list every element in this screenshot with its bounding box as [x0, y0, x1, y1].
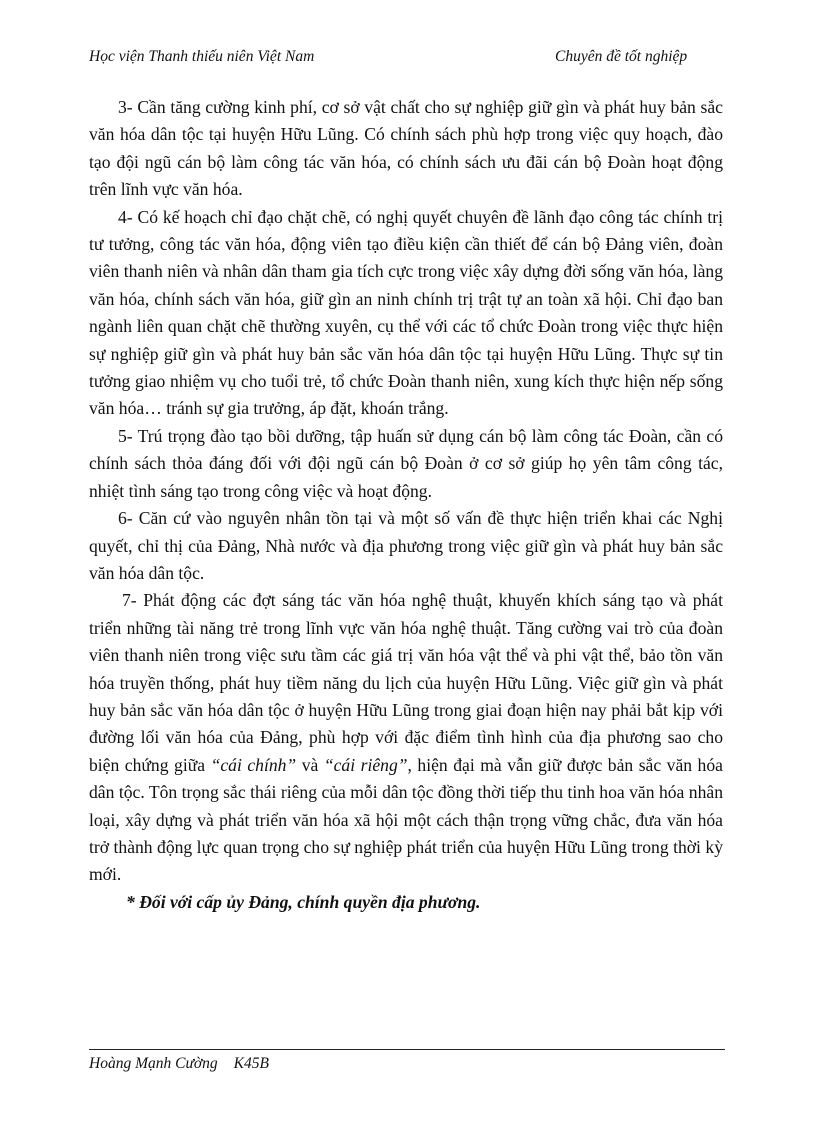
- quote-cai-chinh: “cái chính”: [210, 754, 297, 775]
- document-body: [89, 94, 723, 916]
- footer-class: K45B: [233, 1055, 269, 1072]
- footer-author: Hoàng Mạnh Cường: [89, 1055, 218, 1072]
- paragraph-3: 3- Cần tăng cường kinh phí, cơ sở vật chất cho sự nghiệp giữ gìn và phát huy bản sắc văn hóa dân tộc tại huyện Hữu Lũng. Có chính sách phù hợp trong việc quy hoạch, đào tạo đội ngũ cán bộ làm công tác văn hóa, có chính sách ưu đãi cán bộ Đoàn hoạt động trên lĩnh vực văn hóa.: [89, 97, 723, 200]
- paragraph-7-part-a: 7- Phát động các đợt sáng tác văn hóa nghệ thuật, khuyến khích sáng tạo và phát triển những tài năng trẻ trong lĩnh vực văn hóa nghệ thuật. Tăng cường vai trò của đoàn viên thanh niên trong việc sưu tầm các giá trị văn hóa vật thể và phi vật thể, bảo tồn văn hóa truyền thống, phát huy tiềm năng du lịch của huyện Hữu Lũng. Việc giữ gìn và phát huy bản sắc văn hóa dân tộc ở huyện Hữu Lũng trong giai đoạn hiện nay phải bắt kịp với đường lối văn hóa của Đảng, phù hợp với đặc điểm tình hình của địa phương sao cho biện chứng giữa: [89, 590, 723, 775]
- paragraph-7-part-b: và: [296, 754, 324, 775]
- quote-cai-rieng: “cái riêng”: [323, 754, 408, 775]
- page-footer: [89, 1055, 269, 1073]
- paragraph-6: 6- Căn cứ vào nguyên nhân tồn tại và một số vấn đề thực hiện triển khai các Nghị quyết, chỉ thị của Đảng, Nhà nước và địa phương trong việc giữ gìn và phát huy bản sắc văn hóa dân tộc.: [89, 508, 723, 583]
- paragraph-7: [89, 587, 723, 888]
- paragraph-7-part-c: , hiện đại mà vẫn giữ được bản sắc văn hóa dân tộc. Tôn trọng sắc thái riêng của mỗi dân tộc đồng thời tiếp thu tinh hoa văn hóa nhân loại, xây dựng và phát triển văn hóa xã hội một cách thận trọng vững chắc, đưa văn hóa trở thành động lực quan trọng cho sự nghiệp phát triển của huyện Hữu Lũng trong thời kỳ mới.: [89, 754, 723, 885]
- page-header: [89, 48, 709, 70]
- footer-divider: [89, 1049, 725, 1050]
- header-document-type: Chuyên đề tốt nghiệp: [555, 48, 688, 65]
- paragraph-5: 5- Trú trọng đào tạo bồi dưỡng, tập huấn sử dụng cán bộ làm công tác Đoàn, cần có chính sách thỏa đáng đối với đội ngũ cán bộ Đoàn ở cơ sở giúp họ yên tâm công tác, nhiệt tình sáng tạo trong công việc và hoạt động.: [89, 425, 723, 501]
- header-institution: Học viện Thanh thiếu niên Việt Nam: [89, 48, 315, 65]
- section-heading: * Đối với cấp ủy Đảng, chính quyền địa phương.: [126, 891, 481, 912]
- paragraph-4: 4- Có kế hoạch chỉ đạo chặt chẽ, có nghị quyết chuyên đề lãnh đạo công tác chính trị tư tưởng, công tác văn hóa, động viên tạo điều kiện cần thiết để cán bộ Đảng viên, đoàn viên thanh niên và nhân dân tham gia tích cực trong việc xây dựng đời sống văn hóa, làng văn hóa, chính sách văn hóa, giữ gìn an ninh chính trị trật tự an toàn xã hội. Chỉ đạo ban ngành liên quan chặt chẽ thường xuyên, cụ thể với các tổ chức Đoàn trong việc thực hiện sự nghiệp giữ gìn và phát huy bản sắc văn hóa dân tộc tại huyện Hữu Lũng. Thực sự tin tưởng giao nhiệm vụ cho tuổi trẻ, tổ chức Đoàn thanh niên, xung kích thực hiện nếp sống văn hóa… tránh sự gia trưởng, áp đặt, khoán trắng.: [89, 206, 723, 419]
